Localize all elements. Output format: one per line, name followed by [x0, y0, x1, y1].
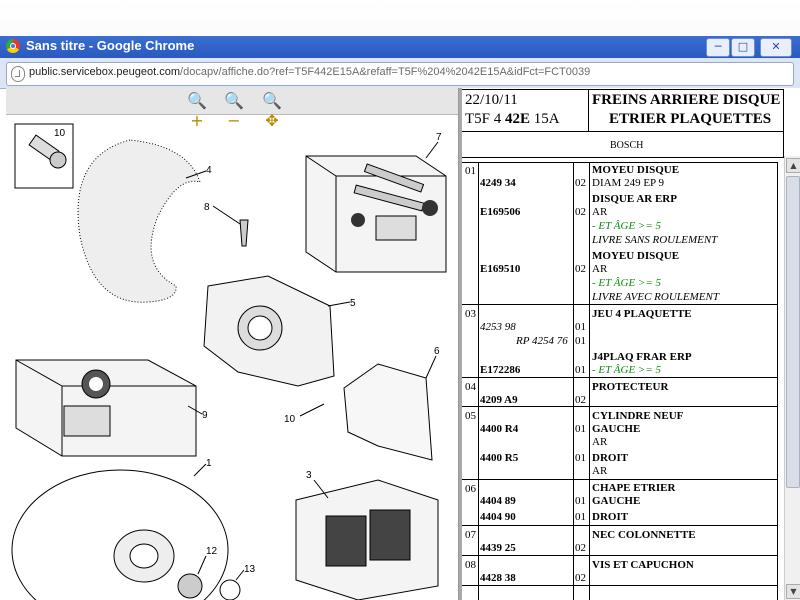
url-text[interactable]	[29, 66, 590, 78]
part-ref[interactable]: E169510	[480, 263, 521, 275]
scroll-down-icon[interactable]: ▼	[786, 584, 800, 599]
callout-4: 4	[206, 165, 212, 176]
scroll-thumb[interactable]	[786, 176, 800, 488]
part-qty: 02	[575, 572, 586, 584]
callout-3: 3	[306, 470, 312, 481]
page-info-icon[interactable]	[11, 66, 25, 82]
part-qty: 01	[575, 511, 586, 523]
part-sub: AR	[592, 436, 608, 448]
callout-10a: 10	[54, 128, 66, 139]
part-qty: 02	[575, 394, 586, 406]
table-col-line	[589, 162, 590, 600]
callout-5: 5	[350, 298, 356, 309]
callout-8: 8	[204, 202, 210, 213]
doc-title-line2: ETRIER PLAQUETTES	[609, 111, 772, 127]
leader-6	[426, 356, 436, 378]
part-qty: 01	[575, 364, 586, 376]
part-ref[interactable]: 4439 25	[480, 542, 516, 554]
part-condition: - ET ÂGE >= 5	[592, 277, 662, 289]
part-qty: 01	[575, 495, 586, 507]
header-divider	[588, 89, 589, 131]
part-desc: CHAPE ETRIER	[592, 482, 676, 494]
part-condition: - ET ÂGE >= 5	[592, 220, 662, 232]
part-sub: AR	[592, 465, 608, 477]
part-desc: VIS ET CAPUCHON	[592, 559, 694, 571]
pin-boot	[422, 200, 438, 216]
table-row-line	[462, 304, 778, 305]
hub-center	[130, 544, 158, 568]
table-row-line	[462, 479, 778, 480]
hub-nut	[178, 574, 202, 598]
grease-pack	[376, 216, 416, 240]
url-host: public.servicebox.peugeot.com	[29, 66, 181, 78]
table-col-line	[777, 162, 778, 600]
leader-13	[236, 570, 244, 580]
chrome-logo-icon	[6, 39, 20, 53]
ref-prefix: T5F 4	[465, 111, 506, 127]
brake-pad	[326, 516, 366, 566]
item-number: 05	[465, 410, 476, 422]
caliper-bracket	[344, 364, 432, 460]
window-title: Sans titre - Google Chrome	[26, 38, 195, 53]
part-desc: DISQUE AR ERP	[592, 193, 677, 205]
item-number: 04	[465, 381, 476, 393]
minimize-button[interactable]: ─	[706, 38, 730, 57]
zoom-in-icon[interactable]: 🔍+	[187, 91, 207, 130]
part-desc: CYLINDRE NEUF	[592, 410, 684, 422]
part-ref[interactable]: 4400 R5	[480, 452, 519, 464]
callout-7: 7	[436, 132, 442, 143]
table-row-line	[462, 377, 778, 378]
part-desc: JEU 4 PLAQUETTE	[592, 308, 692, 320]
zoom-out-icon[interactable]: 🔍−	[224, 91, 244, 130]
part-desc2: GAUCHE	[592, 495, 641, 507]
doc-title-line1: FREINS ARRIERE DISQUE	[592, 92, 781, 108]
callout-12: 12	[206, 546, 218, 557]
leader-5	[328, 302, 350, 306]
part-note: LIVRE SANS ROULEMENT	[592, 234, 718, 246]
brand-label: BOSCH	[610, 140, 644, 151]
doc-reference	[465, 111, 560, 128]
part-qty: 02	[575, 206, 586, 218]
header-border	[462, 157, 784, 158]
table-row-line	[462, 555, 778, 556]
part-ref[interactable]: 4400 R4	[480, 423, 519, 435]
part-desc: DROIT	[592, 511, 629, 523]
callout-13: 13	[244, 564, 256, 575]
part-ref[interactable]: 4404 90	[480, 511, 516, 523]
part-ref[interactable]: E169506	[480, 206, 521, 218]
callout-10b: 10	[284, 414, 296, 425]
part-ref-alt[interactable]: RP 4254 76	[516, 335, 568, 347]
bolt-head	[50, 152, 66, 168]
leader-10b	[300, 404, 324, 416]
part-sub: AR	[592, 263, 608, 275]
leader-1	[194, 464, 206, 476]
part-qty: 02	[575, 542, 586, 554]
ref-bold: 42E	[505, 111, 531, 127]
table-row-line	[462, 585, 778, 586]
leader-8	[213, 206, 240, 224]
leader-7	[426, 142, 438, 158]
table-row-line	[462, 525, 778, 526]
zoom-pan-icon[interactable]: 🔍✥	[262, 91, 282, 130]
callout-1: 1	[206, 458, 212, 469]
part-ref[interactable]: 4404 89	[480, 495, 516, 507]
header-border	[462, 89, 784, 90]
close-button[interactable]: ✕	[760, 38, 792, 57]
part-qty: 02	[575, 177, 586, 189]
dust-shield	[78, 140, 200, 302]
brake-exploded-diagram[interactable]	[8, 116, 456, 600]
hub-cap	[220, 580, 240, 600]
item-number: 03	[465, 308, 476, 320]
part-desc: NEC COLONNETTE	[592, 529, 696, 541]
part-ref[interactable]: 4428 38	[480, 572, 516, 584]
part-desc: J4PLAQ FRAR ERP	[592, 351, 692, 363]
part-ref[interactable]: E172286	[480, 364, 521, 376]
part-qty: 01	[575, 452, 586, 464]
item-number: 01	[465, 165, 476, 177]
item-number: 07	[465, 529, 476, 541]
part-qty: 02	[575, 263, 586, 275]
item-number: 06	[465, 483, 476, 495]
part-qty: 01	[575, 321, 586, 333]
part-qty: 01	[575, 335, 586, 347]
part-sub: AR	[592, 206, 608, 218]
part-condition: - ET ÂGE >= 5	[592, 364, 662, 376]
callout-9: 9	[202, 410, 208, 421]
callout-6: 6	[434, 346, 440, 357]
header-border	[783, 89, 784, 157]
scroll-up-icon[interactable]: ▲	[786, 158, 800, 173]
bearing-hole	[89, 377, 103, 391]
pads-kit-box	[296, 480, 438, 600]
part-desc: DROIT	[592, 452, 629, 464]
pin-boot	[351, 213, 365, 227]
part-desc: PROTECTEUR	[592, 381, 669, 393]
piston-center	[248, 316, 272, 340]
part-desc: MOYEU DISQUE	[592, 250, 680, 262]
table-col-line	[478, 162, 479, 600]
part-ref[interactable]: 4253 98	[480, 321, 516, 333]
item-number: 08	[465, 559, 476, 571]
url-path: /docapv/affiche.do?ref=T5F442E15A&refaff=T5F%204%2042E15A&idFct=FCT0039	[180, 66, 591, 78]
part-desc: MOYEU DISQUE	[592, 164, 680, 176]
grease-pack	[64, 406, 110, 436]
table-col-line	[573, 162, 574, 600]
part-ref[interactable]: 4209 A9	[480, 394, 518, 406]
part-qty: 01	[575, 423, 586, 435]
bleeder-screw	[240, 220, 248, 246]
ref-suffix: 15A	[530, 111, 560, 127]
table-row-line	[462, 406, 778, 407]
part-note: LIVRE AVEC ROULEMENT	[592, 291, 719, 303]
brake-pad	[370, 510, 410, 560]
table-row-line	[462, 162, 778, 163]
header-border	[462, 131, 784, 132]
part-sub: DIAM 249 EP 9	[592, 177, 665, 189]
part-desc2: GAUCHE	[592, 423, 641, 435]
maximize-button[interactable]: □	[731, 38, 755, 57]
part-ref[interactable]: 4249 34	[480, 177, 516, 189]
doc-date: 22/10/11	[465, 92, 518, 108]
